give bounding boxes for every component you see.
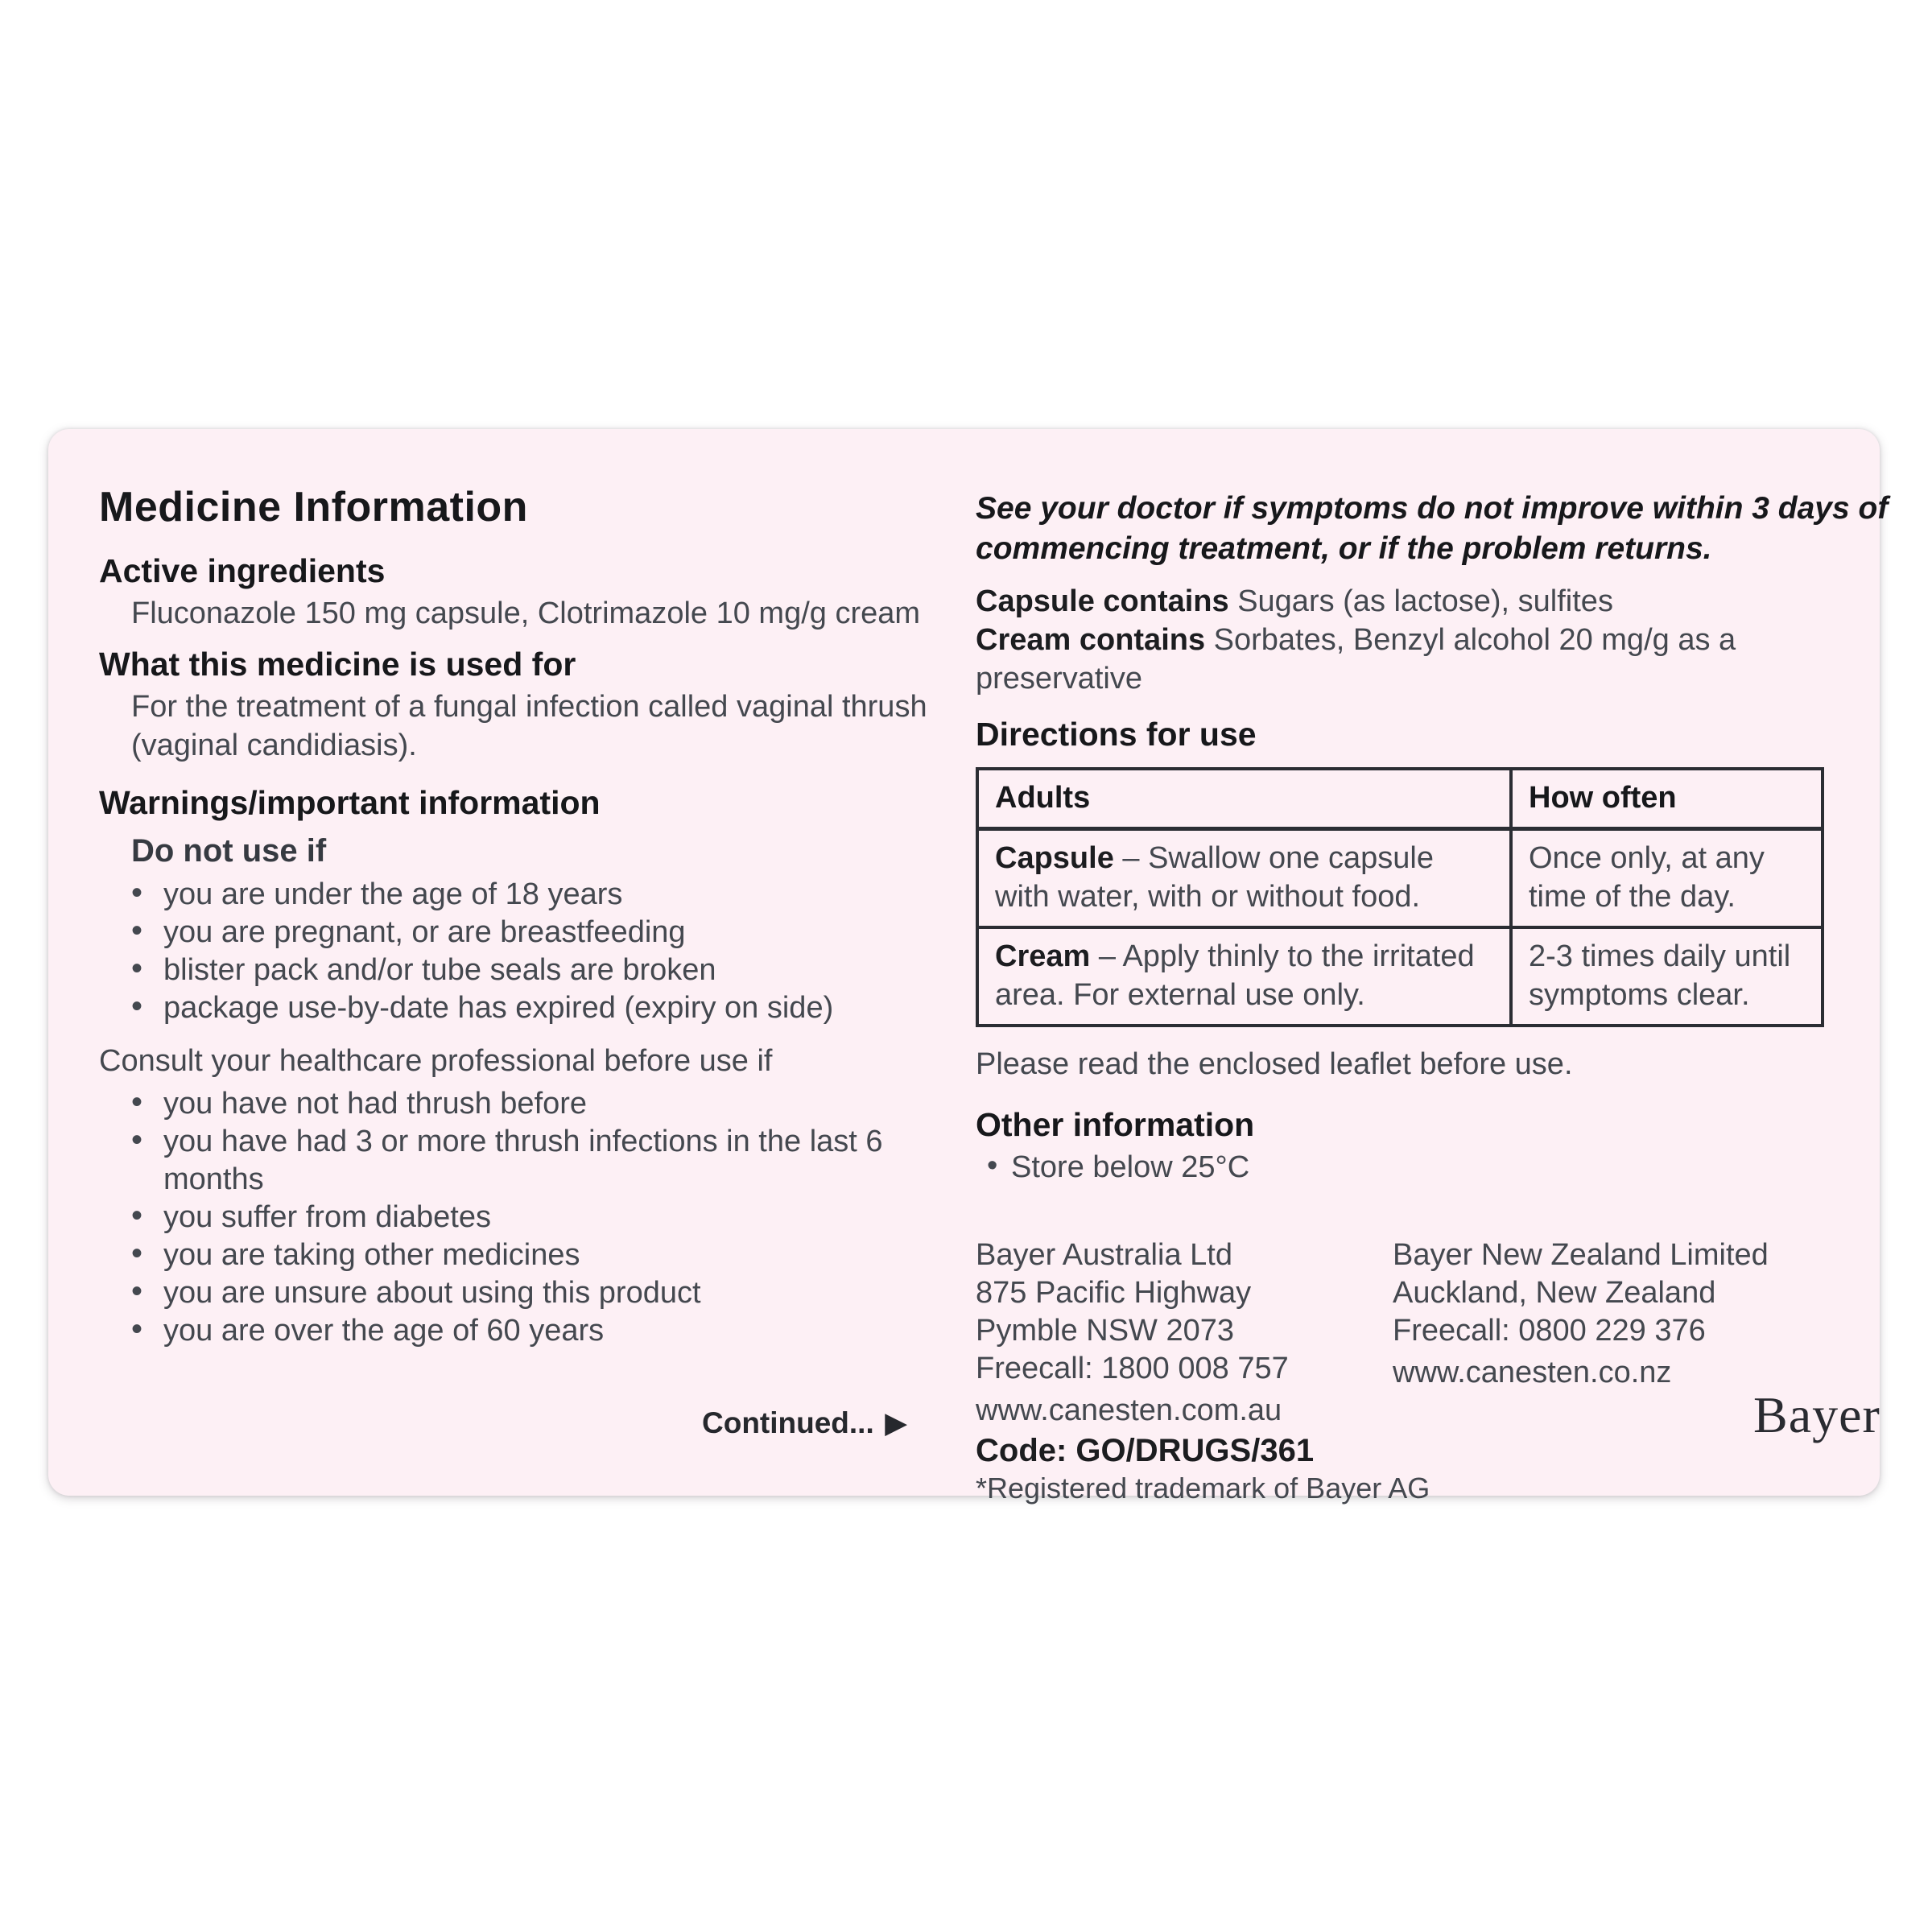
capsule-contains-line: Capsule contains Sugars (as lactose), sulfites bbox=[976, 584, 1613, 618]
do-not-use-list bbox=[99, 876, 948, 1027]
capsule-directions-cell: Capsule – Swallow one capsule with water, with or without food. bbox=[977, 829, 1511, 928]
active-ingredients-heading: Active ingredients bbox=[99, 552, 386, 589]
list-item: • you are over the age of 60 years bbox=[130, 1312, 948, 1350]
contains-block bbox=[976, 582, 1893, 698]
used-for-heading: What this medicine is used for bbox=[99, 646, 576, 683]
trademark-line: *Registered trademark of Bayer AG bbox=[976, 1472, 1430, 1505]
list-item: • you suffer from diabetes bbox=[130, 1199, 948, 1236]
medicine-information-panel bbox=[48, 429, 1889, 1505]
list-item: • blister pack and/or tube seals are broken bbox=[130, 952, 948, 989]
list-item: • you are taking other medicines bbox=[130, 1236, 948, 1274]
leaflet-note: Please read the enclosed leaflet before use. bbox=[976, 1047, 1573, 1081]
right-column bbox=[976, 429, 1893, 1507]
list-item: • you have not had thrush before bbox=[130, 1085, 948, 1123]
left-column bbox=[99, 429, 948, 1350]
continued-marker bbox=[702, 1406, 906, 1440]
list-item: • you are unsure about using this product bbox=[130, 1274, 948, 1312]
table-header-how-often: How often bbox=[1511, 769, 1823, 829]
used-for-text: For the treatment of a fungal infection called vaginal thrush (vaginal candidiasis). bbox=[131, 690, 927, 762]
website-au: www.canesten.com.au bbox=[976, 1393, 1282, 1427]
capsule-frequency-cell: Once only, at any time of the day. bbox=[1511, 829, 1823, 928]
bayer-logo: Bayer bbox=[1753, 1386, 1880, 1443]
warnings-heading: Warnings/important information bbox=[99, 784, 601, 821]
list-item: • package use-by-date has expired (expiry on side) bbox=[130, 989, 948, 1027]
cream-contains-line: Cream contains Sorbates, Benzyl alcohol 20 mg/g as a preservative bbox=[976, 623, 1736, 696]
consult-list bbox=[99, 1085, 948, 1350]
continued-label: Continued... bbox=[702, 1406, 874, 1439]
list-item: • you are pregnant, or are breastfeeding bbox=[130, 914, 948, 952]
list-item: • you are under the age of 18 years bbox=[130, 876, 948, 914]
website-nz: www.canesten.co.nz bbox=[1393, 1356, 1672, 1389]
code-line: Code: GO/DRUGS/361 bbox=[976, 1433, 1315, 1468]
table-row bbox=[977, 927, 1823, 1026]
table-row bbox=[977, 829, 1823, 928]
directions-table bbox=[976, 767, 1824, 1027]
address-australia: Bayer Australia Ltd 875 Pacific Highway Pymble NSW 2073 Freecall: 1800 008 757 www.canesten.com.au bbox=[976, 1236, 1393, 1430]
directions-heading: Directions for use bbox=[976, 716, 1257, 753]
consult-heading: Consult your healthcare professional before use if bbox=[99, 1044, 773, 1078]
page-title: Medicine Information bbox=[99, 484, 528, 530]
address-new-zealand: Bayer New Zealand Limited Auckland, New Zealand Freecall: 0800 229 376 www.canesten.co.nz bbox=[1393, 1236, 1876, 1430]
other-information-heading: Other information bbox=[976, 1106, 1255, 1143]
active-ingredients-text: Fluconazole 150 mg capsule, Clotrimazole 10 mg/g cream bbox=[131, 597, 921, 630]
other-information-list bbox=[976, 1148, 1893, 1187]
table-header-adults: Adults bbox=[977, 769, 1511, 829]
continued-arrow-icon: ▶ bbox=[885, 1407, 906, 1439]
do-not-use-heading: Do not use if bbox=[131, 833, 327, 869]
table-header-row bbox=[977, 769, 1823, 829]
see-doctor-notice: See your doctor if symptoms do not improve within 3 days of commencing treatment, or if the problem returns. bbox=[976, 491, 1889, 566]
list-item: • you have had 3 or more thrush infections in the last 6 months bbox=[130, 1123, 940, 1199]
cream-directions-cell: Cream – Apply thinly to the irritated area. For external use only. bbox=[977, 927, 1511, 1026]
list-item: • Store below 25°C bbox=[987, 1148, 1893, 1187]
cream-frequency-cell: 2-3 times daily until symptoms clear. bbox=[1511, 927, 1823, 1026]
